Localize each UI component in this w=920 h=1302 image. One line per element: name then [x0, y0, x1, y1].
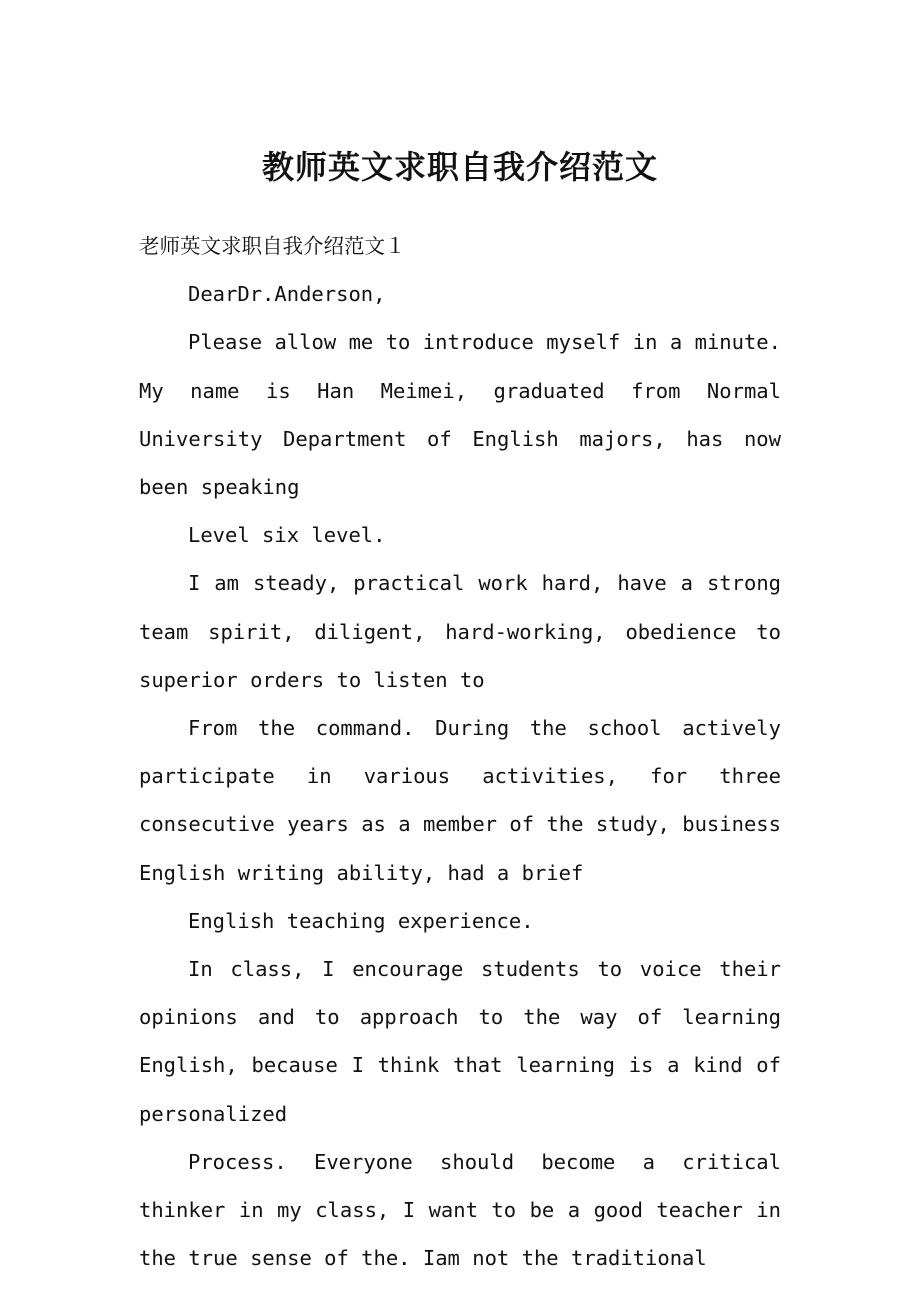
paragraph: Process. Everyone should become a critical thinker in my class, I want to be a good teacher in the true sense of the. Iam not the traditional — [139, 1149, 781, 1271]
document-body — [139, 222, 781, 1282]
section-heading: 老师英文求职自我介绍范文１ — [139, 234, 406, 258]
paragraph: Level six level. — [188, 523, 386, 548]
paragraph: Please allow me to introduce myself in a minute. My name is Han Meimei, graduated from Normal University Department of English majors, has now been speaking — [139, 330, 781, 500]
salutation: DearDr.Anderson, — [188, 282, 386, 307]
paragraph: In class, I encourage students to voice their opinions and to approach to the way of learning English, because I think that learning is a kind of personalized — [139, 957, 781, 1126]
paragraph: From the command. During the school actively participate in various activities, for three consecutive years as a member of the study, business English writing ability, had a brief — [139, 716, 781, 885]
paragraph: I am steady, practical work hard, have a strong team spirit, diligent, hard-working, obedience to superior orders to listen to — [139, 571, 781, 692]
paragraph: English teaching experience. — [188, 908, 534, 933]
document-title: 教师英文求职自我介绍范文 — [261, 148, 658, 186]
